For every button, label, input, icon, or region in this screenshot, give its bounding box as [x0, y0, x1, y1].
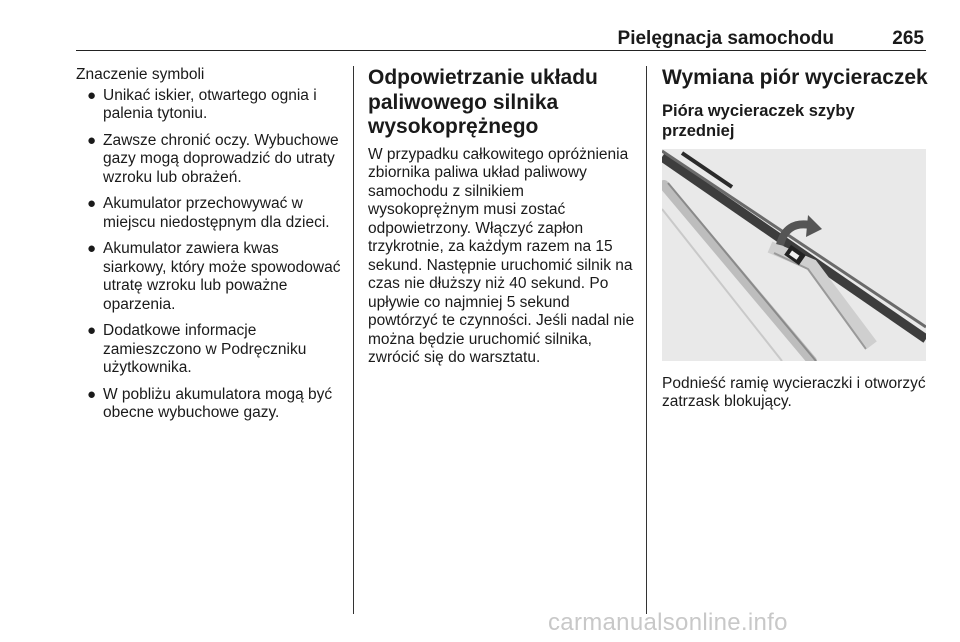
page-header	[76, 28, 926, 51]
list-item	[76, 195, 344, 232]
bullet-icon: ●	[87, 131, 97, 149]
list-item-text: W pobliżu akumulatora mogą być obecne wybuchowe gazy.	[103, 385, 333, 421]
section-heading: Wymiana piór wycieraczek	[662, 66, 928, 89]
column-divider	[353, 66, 354, 614]
column-wiper-blades	[662, 66, 930, 412]
symbols-list	[76, 87, 344, 423]
list-item-text: Unikać iskier, otwartego ognia i palenia tytoniu.	[103, 86, 317, 122]
list-item	[76, 386, 344, 423]
list-item	[76, 132, 344, 188]
figure-caption: Podnieść ramię wycieraczki i otworzyć zatrzask blokujący.	[662, 374, 926, 410]
bullet-icon: ●	[87, 385, 97, 403]
list-item-text: Dodatkowe informacje zamieszczono w Podręczniku użytkownika.	[103, 322, 307, 376]
column-fuel-bleeding	[368, 66, 636, 368]
section-heading: Odpowietrzanie układu paliwowego silnika wysokoprężnego	[368, 66, 598, 138]
list-item	[76, 240, 344, 314]
list-item	[76, 87, 344, 124]
bullet-icon: ●	[87, 322, 97, 339]
subsection-heading: Pióra wycieraczek szyby przedniej	[662, 101, 855, 140]
bullet-icon: ●	[87, 86, 97, 104]
page-number: 265	[892, 28, 924, 49]
column-symbols	[76, 66, 344, 431]
bullet-icon: ●	[87, 240, 97, 257]
list-item-text: Akumulator zawiera kwas siarkowy, który może spowodować utratę wzroku lub poważne oparzenia.	[103, 240, 341, 313]
column-divider	[646, 66, 647, 614]
section-body: W przypadku całkowitego opróżnienia zbiornika paliwa układ paliwowy samochodu z silnikiem wysokoprężnym musi zostać odpowietrzony. Włączyć zapłon trzykrotnie, za każdym razem na 15 sekund. Następnie uruchomić silnik na czas nie dłuższy niż 40 sekund. Po upływie co najmniej 5 sekund powtórzyć te czynności. Jeśli nadal nie można będzie uruchomić silnika, zwrócić się do warsztatu.	[368, 145, 635, 366]
bullet-icon: ●	[87, 195, 97, 212]
wiper-arm-icon	[662, 149, 926, 361]
symbols-intro: Znaczenie symboli	[76, 66, 205, 83]
wiper-arm-illustration	[662, 149, 926, 361]
list-item-text: Zawsze chronić oczy. Wybuchowe gazy mogą doprowadzić do utraty wzroku lub obrażeń.	[103, 131, 339, 186]
list-item-text: Akumulator przechowywać w miejscu niedostępnym dla dzieci.	[103, 195, 330, 231]
watermark: carmanualsonline.info	[548, 609, 788, 636]
header-title: Pielęgnacja samochodu	[617, 28, 834, 49]
list-item	[76, 322, 344, 378]
